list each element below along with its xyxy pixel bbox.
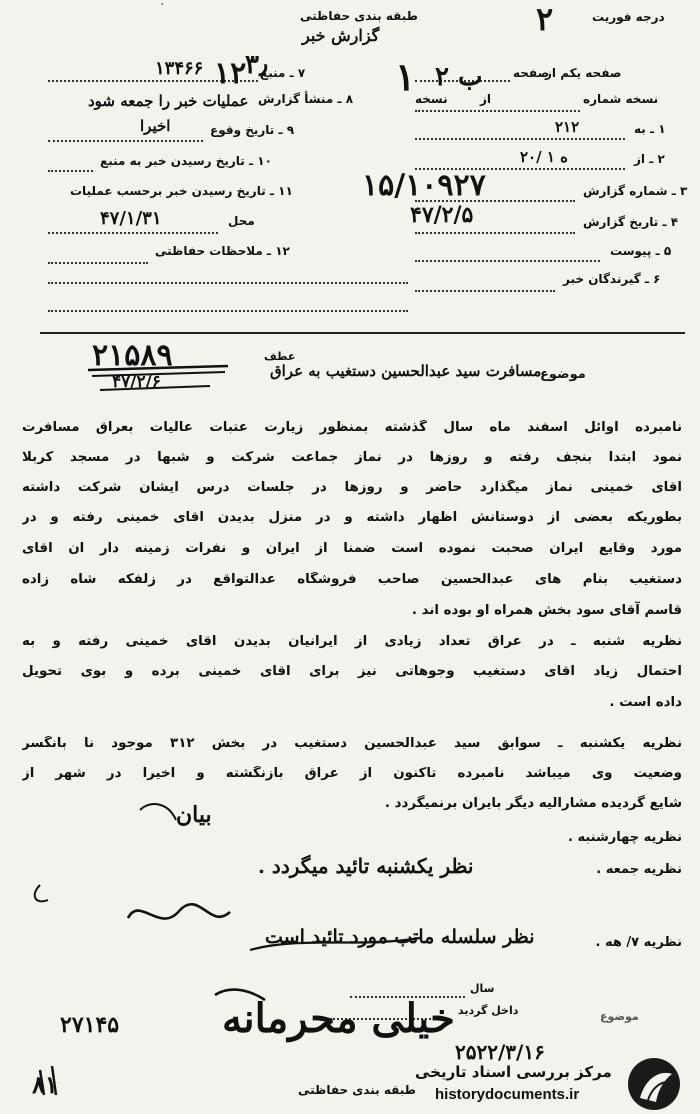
left-field-copy: نسخه شماره xyxy=(583,92,659,106)
left-field-page: صفحه یکم از xyxy=(545,66,622,80)
opinion-sunday-line: وضعیت وی میباشد نامبرده تاکنون از عراق بازنگشته و اخیرا در شهر از xyxy=(22,766,682,781)
watermark-url: historydocuments.ir xyxy=(435,1086,580,1103)
watermark-title: مرکز بررسی اسناد تاریخی xyxy=(415,1063,612,1081)
right-field-arrival-ops-value: ۴۷/۱/۳۱ xyxy=(100,208,162,229)
body-line: نمود ابتدا بنجف رفته و روزها در نماز جماعت شرکت و شبها در مسجد کربلا xyxy=(22,450,682,465)
left-field-copy-extra: نسخه xyxy=(415,92,448,106)
body-line-last: قاسم آقای سود بخش همراه او بوده اند . xyxy=(411,603,682,618)
classification-stamp: خیلی محرمانه xyxy=(222,995,455,1042)
right-field-place-label: محل xyxy=(228,214,255,228)
footer-subject-label: موضوع xyxy=(600,1010,639,1023)
right-field-event-date-label: ۹ ـ تاریخ وقوع xyxy=(210,123,295,137)
right-field-source-value: ۱۳۴۶۶ xyxy=(155,58,204,79)
subject-stamp-label: عطف xyxy=(264,350,296,363)
opinion-sunday-line-last: شایع گردیده مشارالیه دیگر بایران برنمیگردد . xyxy=(384,796,682,811)
handwritten-mark-two: ۲ ب xyxy=(435,62,483,92)
handwritten-mark-top: ۱۲ xyxy=(214,56,247,91)
opinion-saturday-line: نظریه شنبه ـ در عراق تعداد زیادی از ایرانیان بدیدن آقای خمینی رفته و به xyxy=(22,634,682,649)
subject-stamp-number: ۲۱۵۸۹ xyxy=(92,338,173,373)
handwritten-bayan: بیان xyxy=(176,802,212,828)
classification-bottom: طبقه بندی حفاظتی xyxy=(298,1083,416,1097)
subject-text: مسافرت سید عبدالحسین دستغیب به عراق xyxy=(270,362,542,380)
opinion-friday-note: نظر یکشنبه تائید میگردد . xyxy=(258,854,474,878)
body-line: نامبرده اوائل اسفند ماه سال گذشته بمنظور زیارت عتبات عالیات بعراق مسافرت xyxy=(22,420,682,435)
right-field-notes-label: ۱۲ ـ ملاحظات حفاظتی xyxy=(155,244,290,258)
left-field-from-value: ۲۰/ ه ۱ xyxy=(520,148,568,166)
body-line: مورد وقایع ایران صحبت نموده است ضمنا از ایران و نفرات زمینه دار آن آقای xyxy=(22,541,682,556)
opinion-saturday-line: احتمال زیاد آقای دستغیب وجوهاتی نیز برای آقای خمینی برده و بوی تحویل xyxy=(22,664,682,679)
urgency-label: درجه فوریت xyxy=(592,10,665,24)
received-label: داخل گردید xyxy=(458,1004,519,1017)
archive-logo-icon xyxy=(628,1058,680,1110)
classification-top: طبقه بندی حفاظتی xyxy=(300,9,418,23)
left-field-to-value: ۲۱۲ xyxy=(555,118,580,136)
handwritten-mark-one: ۱ xyxy=(395,54,416,99)
opinion-saturday-line-last: داده است . xyxy=(609,695,682,710)
opinion-friday: نظریه جمعه . xyxy=(596,862,682,877)
opinion-sunday-line: نظریه یکشنبه ـ سوابق سید عبدالحسین دستغیب در بخش ۳۱۲ موجود نا بانگسر xyxy=(22,736,682,751)
body-line: آقای خمینی نماز میگذارد حاضر و روزها در جلسات درس ایشان شرکت داشته xyxy=(22,480,682,495)
document-title: گزارش خبر xyxy=(302,26,380,45)
right-field-event-date-value: اخیرا xyxy=(140,117,171,135)
body-line: بطوریکه بعضی از دوستانش اظهار داشته و در منزل بدیدن آقای خمینی رفته و در xyxy=(22,510,682,525)
right-field-source-label: ۷ ـ منبع xyxy=(260,66,306,80)
left-field-to-label: ۱ ـ به xyxy=(634,122,666,136)
subject-label: موضوع xyxy=(540,367,586,382)
left-field-copy-from: از xyxy=(480,92,492,106)
handwritten-bottom-number: ۲۷۱۴۵ xyxy=(60,1012,120,1038)
opinion-final-label: نظریه ۷/ هه . xyxy=(595,935,682,950)
left-field-report-number-value: ۱۵/۱۰۹۲۷ xyxy=(362,168,486,203)
opinion-wednesday: نظریه چهارشنبه . xyxy=(568,830,682,845)
footer-stamp-date: ۲۵۲۲/۳/۱۶ xyxy=(455,1040,545,1064)
left-field-page-word: صفحه xyxy=(513,66,550,80)
left-field-report-number-label: ۳ ـ شماره گزارش xyxy=(583,184,688,198)
left-field-report-date-value: ۴۷/۲/۵ xyxy=(410,202,474,228)
urgency-mark: ۲ xyxy=(536,0,554,38)
right-field-source-mark: ۳٫ xyxy=(245,50,268,80)
subject-stamp-date: ۴۷/۲/۶ xyxy=(112,372,161,392)
body-line: دستغیب بنام های عبدالحسین صاحب فروشگاه عدالتواقع در زلفکه شاه زاده xyxy=(22,572,682,587)
left-field-attachment-label: ۵ ـ پیوست xyxy=(610,244,672,258)
left-field-recipients-label: ۶ ـ گیرندگان خبر xyxy=(563,272,661,286)
right-field-arrival-source-label: ۱۰ ـ تاریخ رسیدن خبر به منبع xyxy=(100,154,272,168)
left-field-report-date-label: ۴ ـ تاریخ گزارش xyxy=(583,215,679,229)
opinion-final-note: نظر سلسله ماتب مورد تائید است xyxy=(265,926,535,948)
corner-mark: ۸۱ xyxy=(32,1070,58,1099)
archive-year-label: سال xyxy=(470,982,495,995)
right-field-origin-label: ۸ ـ منشأ گزارش xyxy=(258,92,354,106)
left-field-from-label: ۲ ـ از xyxy=(634,152,665,166)
right-field-origin-value: عملیات خبر را جمعه شود xyxy=(88,92,249,110)
right-field-arrival-ops-label: ۱۱ ـ تاریخ رسیدن خبر برحسب عملیات xyxy=(70,184,293,198)
